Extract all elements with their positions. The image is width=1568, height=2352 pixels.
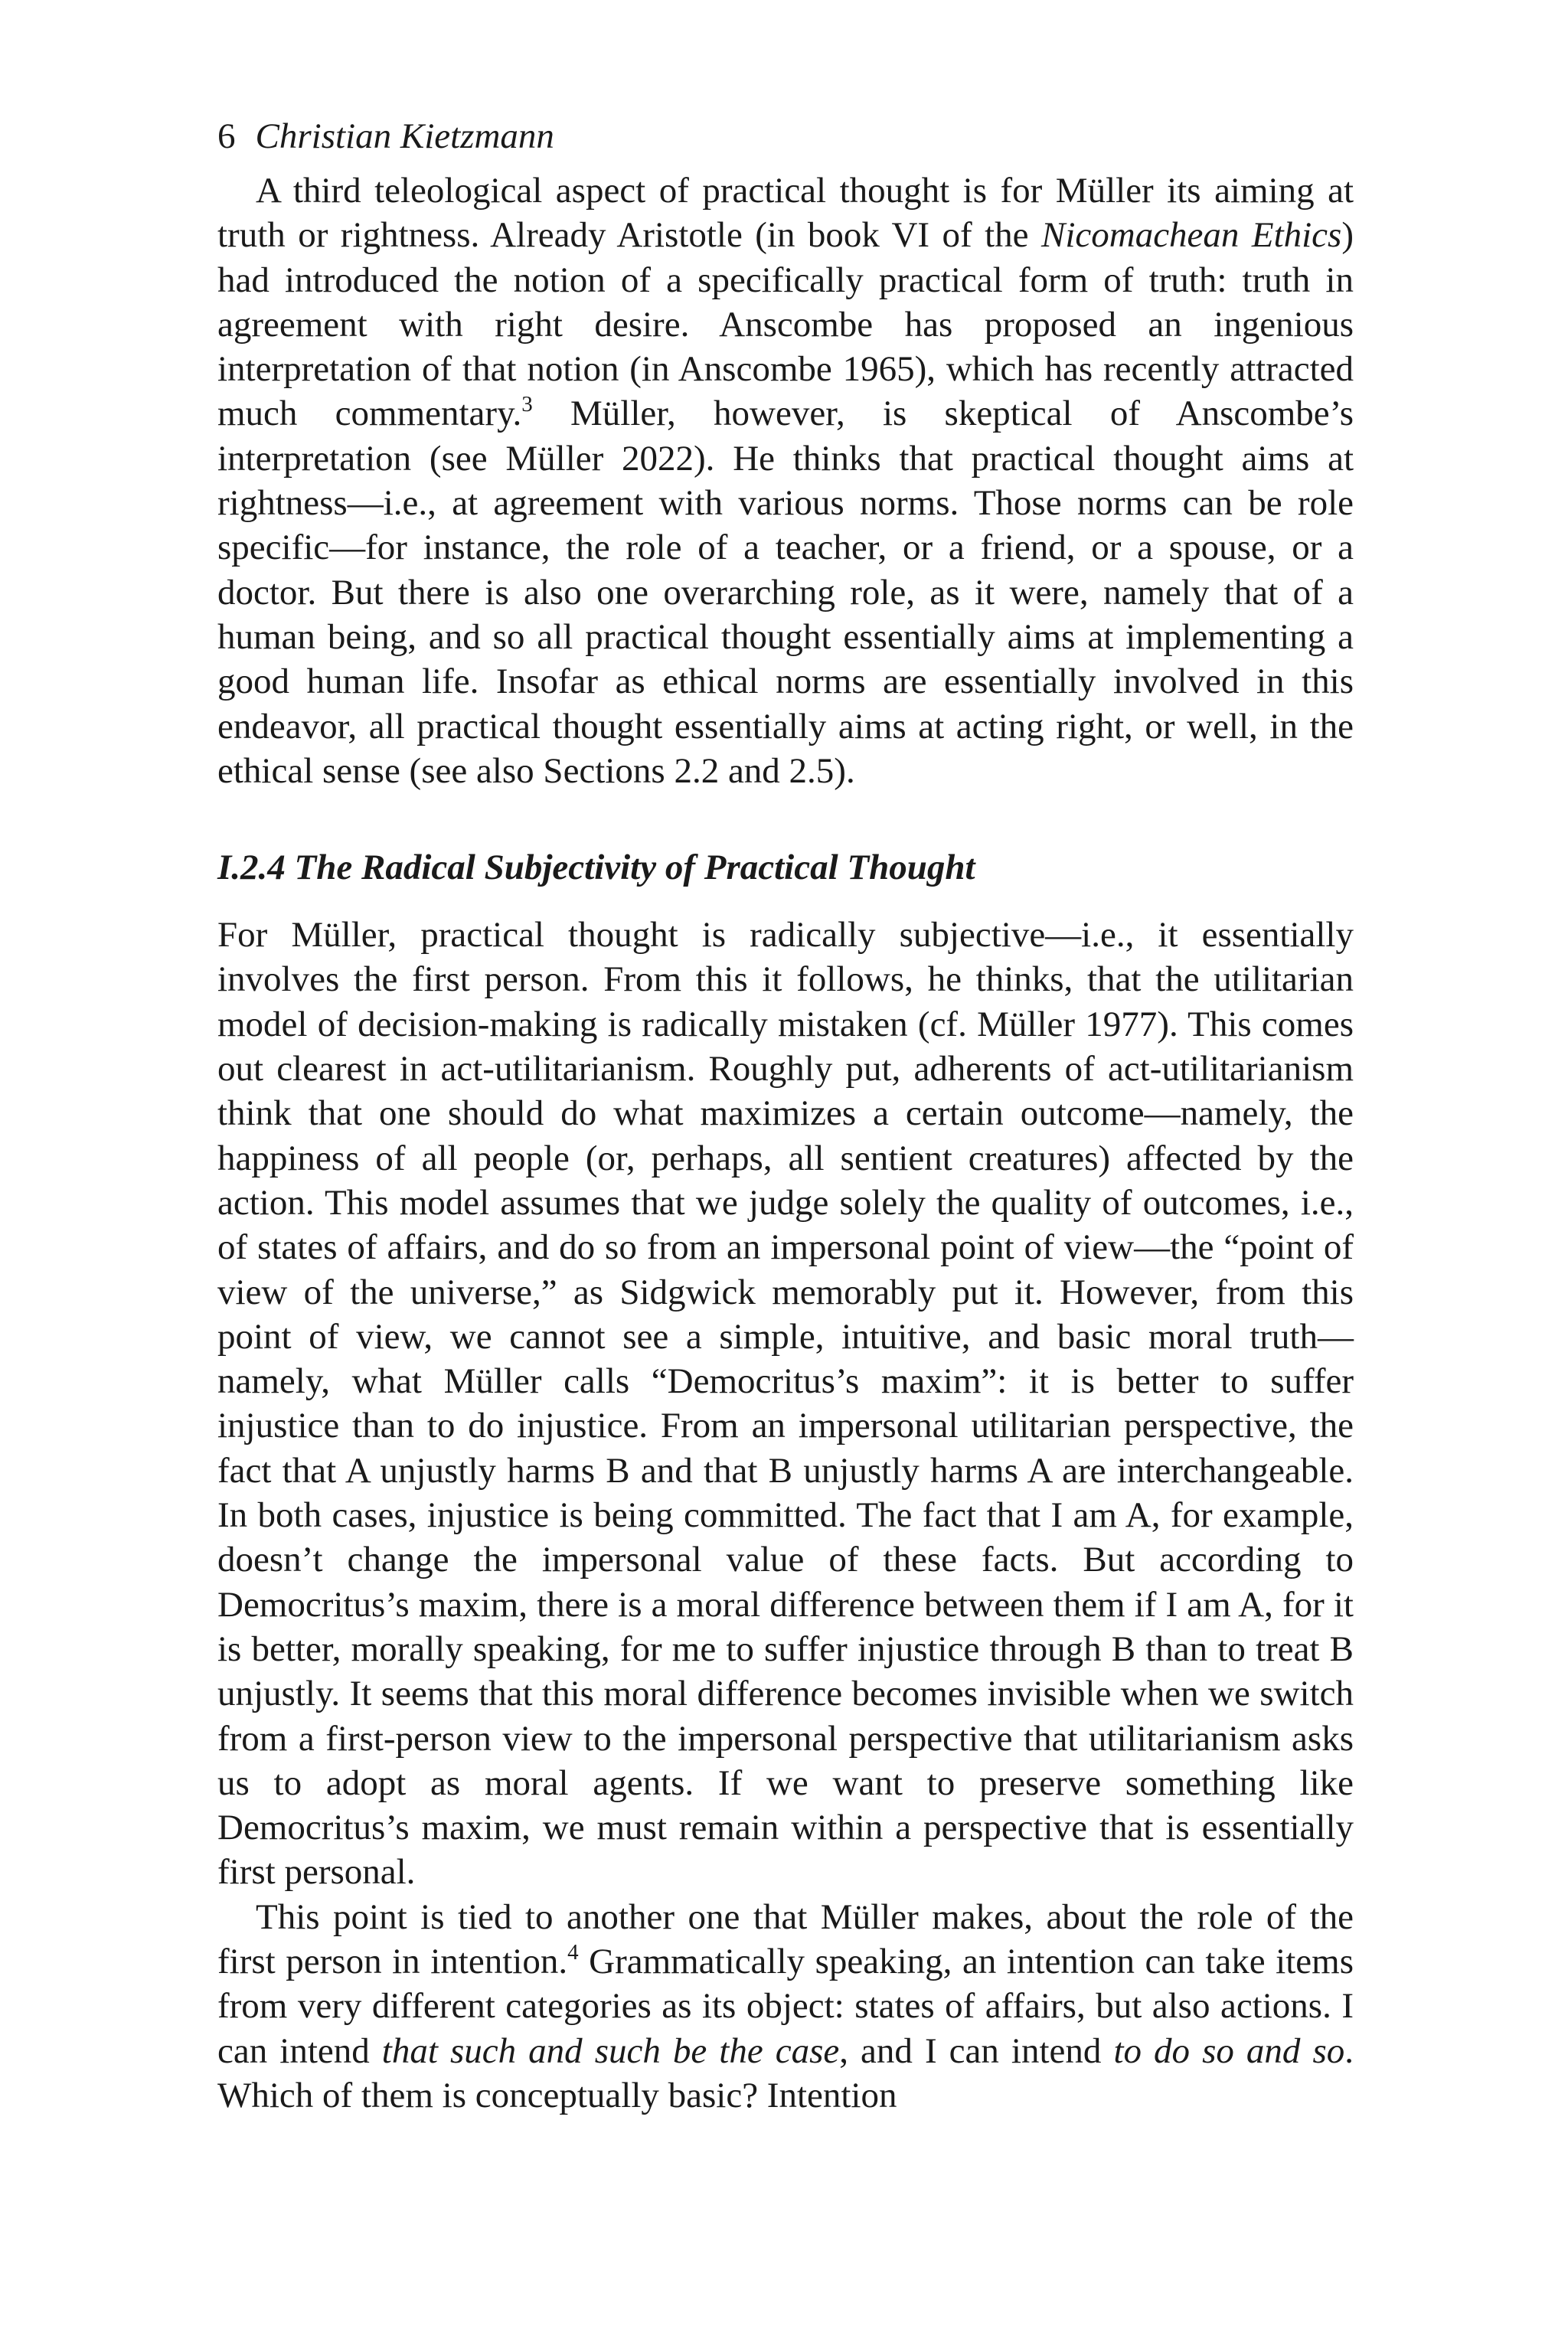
section-heading: I.2.4 The Radical Subjectivity of Practical Thought bbox=[217, 848, 975, 888]
text-run: This point is tied to another one that Müller makes, about the role of the first person in intention. bbox=[217, 1896, 1354, 1981]
text-run: A third teleological aspect of practical thought is for Müller its aiming at truth or rightness. Already Aristotle (in book VI of the bbox=[217, 171, 1354, 256]
italic-title: Nicomachean Ethics bbox=[1040, 215, 1342, 256]
text-run: ) had introduced the notion of a specifically practical form of truth: truth in agreement with right desire. Anscombe has proposed an ingenious interpretation of that notion (in Anscombe 1965), which has recently attracted much commentary. bbox=[217, 215, 1354, 434]
text-run: . Which of them is conceptually basic? Intention bbox=[217, 2030, 1354, 2115]
italic-phrase: to do so and so bbox=[1113, 2030, 1345, 2071]
running-head bbox=[217, 115, 1354, 158]
paragraph-teleological-aspect bbox=[217, 168, 1354, 793]
running-head-author: Christian Kietzmann bbox=[255, 116, 554, 156]
text-run: Müller, however, is skeptical of Anscombe’s interpretation (see Müller 2022). He thinks that practical thought aims at rightness—i.e., at agreement with various norms. Those norms can be role specific—for instance, the role of a teacher, or a friend, or a spouse, or a doctor. But there is also one overarching role, as it were, namely that of a human being, and so all practical thought essentially aims at implementing a good human life. Insofar as ethical norms are essentially involved in this endeavor, all practical thought essentially aims at acting right, or well, in the ethical sense (see also Sections 2.2 and 2.5). bbox=[217, 394, 1354, 791]
text-run: Grammatically speaking, an intention can take items from very different categories as its object: states of affairs, but also actions. I can intend bbox=[217, 1941, 1354, 2071]
italic-phrase: that such and such be the case bbox=[381, 2030, 840, 2071]
footnote-ref-3[interactable]: 3 bbox=[521, 392, 533, 417]
page-body bbox=[217, 115, 1354, 2118]
footnote-ref-4[interactable]: 4 bbox=[567, 1939, 579, 1965]
page-number: 6 bbox=[217, 116, 236, 156]
text-run: , and I can intend bbox=[839, 2030, 1114, 2071]
paragraph-first-person-intention bbox=[217, 1895, 1354, 2118]
paragraph-radical-subjectivity: For Müller, practical thought is radically subjective—i.e., it essentially involves the first person. From this it follows, he thinks, that the utilitarian model of decision-making is radically mistaken (cf. Müller 1977). This comes out clearest in act-utilitarianism. Roughly put, adherents of act-utilitarianism think that one should do what maximizes a certain outcome—namely, the happiness of all people (or, perhaps, all sentient creatures) affected by the action. This model assumes that we judge solely the quality of outcomes, i.e., of states of affairs, and do so from an impersonal point of view—the “point of view of the universe,” as Sidgwick memorably put it. However, from this point of view, we cannot see a simple, intuitive, and basic moral truth—namely, what Müller calls “Democritus’s maxim”: it is better to suffer injustice than to do injustice. From an impersonal utilitarian perspective, the fact that A unjustly harms B and that B unjustly harms A are interchangeable. In both cases, injustice is being committed. The fact that I am A, for example, doesn’t change the impersonal value of these facts. But according to Democritus’s maxim, there is a moral difference between them if I am A, for it is better, morally speaking, for me to suffer injustice through B than to treat B unjustly. It seems that this moral difference becomes invisible when we switch from a first-person view to the impersonal perspective that utilitarianism asks us to adopt as moral agents. If we want to preserve something like Democritus’s maxim, we must remain within a perspective that is essentially first personal. bbox=[217, 915, 1354, 1893]
